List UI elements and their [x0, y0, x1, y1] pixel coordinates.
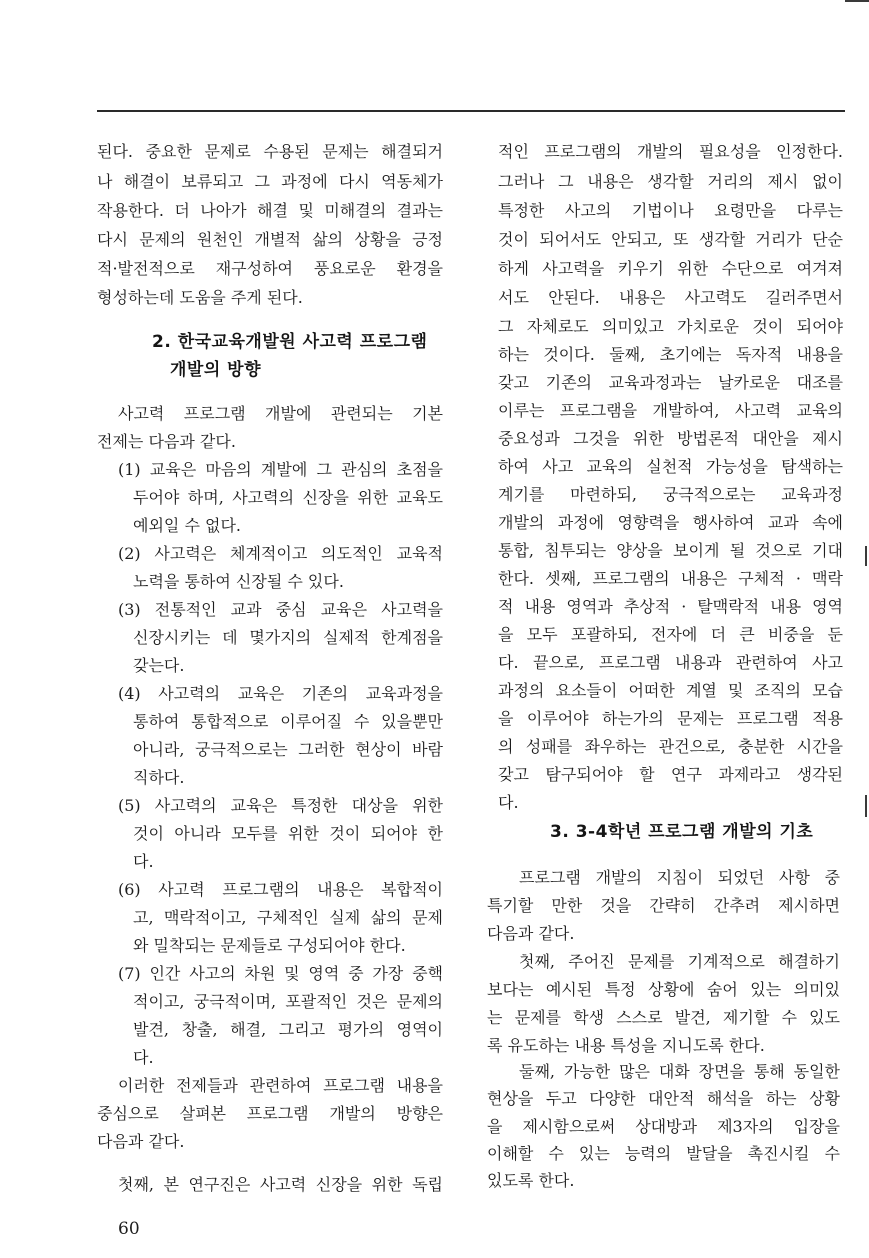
premise-line: 신장시키는 데 몇가지의 실제적 한계점을	[133, 628, 443, 647]
first-direction-paragraph	[97, 1171, 443, 1199]
paragraph-line: 작용한다. 더 나아가 해결 및 미해결의 결과는	[97, 200, 443, 220]
premise-item	[97, 456, 443, 540]
paragraph-line: 한다. 셋째, 프로그램의 내용은 구체적 · 맥락	[498, 568, 843, 588]
guideline-second-paragraph	[487, 1058, 840, 1194]
intro-paragraph	[97, 137, 443, 312]
paragraph-line: 을 제시함으로써 상대방과 제3자의 입장을	[487, 1116, 840, 1136]
paragraph-line: 는 문제를 학생 스스로 발견, 제기할 수 있도	[487, 1008, 840, 1027]
paragraph-line: 현상을 두고 다양한 대안적 해석을 하는 상황	[487, 1089, 840, 1109]
paragraph-line: 이루는 프로그램을 개발하여, 사고력 교육의	[498, 400, 843, 420]
paragraph-line: 전제는 다음과 같다.	[97, 432, 236, 451]
section-heading-3: 3. 3-4학년 프로그램 개발의 기초	[550, 822, 814, 842]
paragraph-line: 것이 되어서도 안되고, 또 생각할 거리가 단순	[498, 229, 843, 249]
premise-line: 직하다.	[133, 768, 185, 787]
scan-edge-mark	[865, 795, 867, 817]
premise-line: 다.	[133, 852, 154, 871]
premises-section	[97, 400, 443, 1199]
paragraph-line: 첫째, 주어진 문제를 기계적으로 해결하기	[519, 952, 840, 971]
premise-item	[97, 540, 443, 596]
paragraph-line: 보다는 예시된 특정 상황에 숨어 있는 의미있	[487, 980, 840, 999]
section-heading-line: 개발의 방향	[170, 360, 262, 380]
right-column	[487, 0, 845, 1258]
paragraph-line: 적인 프로그램의 개발의 필요성을 인정한다.	[498, 142, 843, 162]
paragraph-line: 그 자체로도 의미있고 가치로운 것이 되어야	[498, 316, 843, 336]
premise-line: 노력을 통하여 신장될 수 있다.	[133, 572, 344, 591]
premise-line: 다.	[133, 1048, 154, 1067]
paragraph-line: 갖고 기존의 교육과정과는 날카로운 대조를	[498, 372, 843, 392]
paragraph-line: 있도록 한다.	[487, 1171, 575, 1191]
paragraph-line: 중요성과 그것을 위한 방법론적 대안을 제시	[498, 428, 843, 448]
premise-line: 적이고, 궁극적이며, 포괄적인 것은 문제의	[133, 992, 443, 1011]
premise-line: 고, 맥락적이고, 구체적인 실제 삶의 문제	[133, 908, 443, 927]
premise-line: (5) 사고력의 교육은 특정한 대상을 위한	[118, 796, 443, 815]
premise-line: (2) 사고력은 체계적이고 의도적인 교육적	[118, 544, 443, 563]
paragraph-line: 된다. 중요한 문제로 수용된 문제는 해결되거	[97, 142, 443, 162]
premise-line: 통하여 통합적으로 이루어질 수 있을뿐만	[133, 712, 443, 731]
paragraph-line: 이해할 수 있는 능력의 발달을 촉진시킬 수	[487, 1143, 840, 1163]
premise-line: 것이 아니라 모두를 위한 것이 되어야 한	[133, 824, 443, 843]
premise-item	[97, 792, 443, 876]
premise-line: (3) 전통적인 교과 중심 교육은 사고력을	[118, 600, 443, 619]
premise-line: (6) 사고력 프로그램의 내용은 복합적이	[118, 880, 443, 899]
paragraph-line: 하여 사고 교육의 실천적 가능성을 탐색하는	[498, 456, 843, 476]
guideline-first-paragraph	[487, 948, 840, 1060]
paragraph-line: 적 내용 영역과 추상적 · 탈맥락적 내용 영역	[498, 596, 843, 616]
paragraph-line: 형성하는데 도움을 주게 된다.	[97, 288, 303, 308]
paragraph-line: 을 이루어야 하는가의 문제는 프로그램 적용	[498, 708, 843, 728]
paragraph-line: 하게 사고력을 키우기 위한 수단으로 여겨져	[498, 259, 843, 279]
premise-line: 예외일 수 없다.	[133, 516, 241, 535]
paragraph-line: 갖고 탐구되어야 할 연구 과제라고 생각된	[498, 764, 843, 784]
paragraph-line: 개발의 과정에 영향력을 행사하여 교과 속에	[498, 512, 843, 532]
paragraph-line: 록 유도하는 내용 특성을 지니도록 한다.	[487, 1036, 765, 1055]
paragraph-line: 다음과 같다.	[487, 924, 575, 943]
premise-line: (1) 교육은 마음의 계발에 그 관심의 초점을	[118, 460, 443, 479]
paragraph-line: 통합, 침투되는 양상을 보이게 될 것으로 기대	[498, 540, 843, 560]
paragraph-line: 과정의 요소들이 어떠한 계열 및 조직의 모습	[498, 680, 843, 700]
premise-line: 아니라, 궁극적으로는 그러한 현상이 바람	[133, 740, 443, 759]
premise-list	[97, 456, 443, 1072]
premise-item	[97, 960, 443, 1072]
paragraph-line: 서도 안된다. 내용은 사고력도 길러주면서	[498, 288, 843, 308]
premise-line: (4) 사고력의 교육은 기존의 교육과정을	[118, 684, 443, 703]
paragraph-line: 특기할 만한 것을 간략히 간추려 제시하면	[487, 896, 840, 915]
scan-edge-mark	[865, 546, 867, 566]
premise-line: 와 밀착되는 문제들로 구성되어야 한다.	[133, 936, 406, 955]
paragraph-line: 적·발전적으로 재구성하여 풍요로운 환경을	[97, 259, 443, 279]
premise-line: 발견, 창출, 해결, 그리고 평가의 영역이	[133, 1020, 443, 1039]
paragraph-line: 하는 것이다. 둘째, 초기에는 독자적 내용을	[498, 344, 843, 364]
continuation-paragraph	[498, 137, 843, 816]
paragraph-line: 을 모두 포괄하되, 전자에 더 큰 비중을 둔	[498, 624, 843, 644]
paragraph-line: 그러나 그 내용은 생각할 거리의 제시 없이	[498, 171, 843, 191]
premise-line: 갖는다.	[133, 656, 185, 675]
premise-line: (7) 인간 사고의 차원 및 영역 중 가장 중핵	[118, 964, 443, 983]
premise-intro-paragraph	[97, 400, 443, 456]
paragraph-line: 다시 문제의 원천인 개별적 삶의 상황을 긍정	[97, 229, 443, 249]
paragraph-line: 중심으로 살펴본 프로그램 개발의 방향은	[97, 1104, 443, 1123]
paragraph-line: 프로그램 개발의 지침이 되었던 사항 중	[519, 868, 840, 887]
paragraph-line: 계기를 마련하되, 궁극적으로는 교육과정	[498, 484, 843, 504]
premise-item	[97, 596, 443, 680]
paragraph-line: 의 성패를 좌우하는 관건으로, 충분한 시간을	[498, 736, 843, 756]
paragraph-line: 첫째, 본 연구진은 사고력 신장을 위한 독립	[118, 1175, 443, 1194]
scan-edge-mark	[845, 0, 869, 2]
paragraph-line: 다. 끝으로, 프로그램 내용과 관련하여 사고	[498, 652, 843, 672]
paragraph-line: 나 해결이 보류되고 그 과정에 다시 역동체가	[97, 171, 443, 191]
direction-intro-paragraph	[97, 1072, 443, 1156]
section-heading-line: 2. 한국교육개발원 사고력 프로그램	[152, 332, 428, 352]
section-heading-2	[97, 328, 443, 384]
page-number: 60	[118, 1219, 140, 1239]
paragraph-line: 다음과 같다.	[97, 1132, 185, 1151]
premise-item	[97, 876, 443, 960]
left-column	[97, 0, 443, 1258]
section-3	[487, 818, 840, 1194]
paragraph-line: 다.	[498, 792, 519, 812]
premise-line: 두어야 하며, 사고력의 신장을 위한 교육도	[133, 488, 443, 507]
paragraph-line: 둘째, 가능한 많은 대화 장면을 통해 동일한	[519, 1062, 840, 1081]
guideline-intro-paragraph	[487, 864, 840, 948]
paragraph-line: 이러한 전제들과 관련하여 프로그램 내용을	[118, 1076, 443, 1095]
paragraph-line: 사고력 프로그램 개발에 관련되는 기본	[118, 404, 443, 423]
premise-item	[97, 680, 443, 792]
paragraph-line: 특정한 사고의 기법이나 요령만을 다루는	[498, 200, 843, 220]
